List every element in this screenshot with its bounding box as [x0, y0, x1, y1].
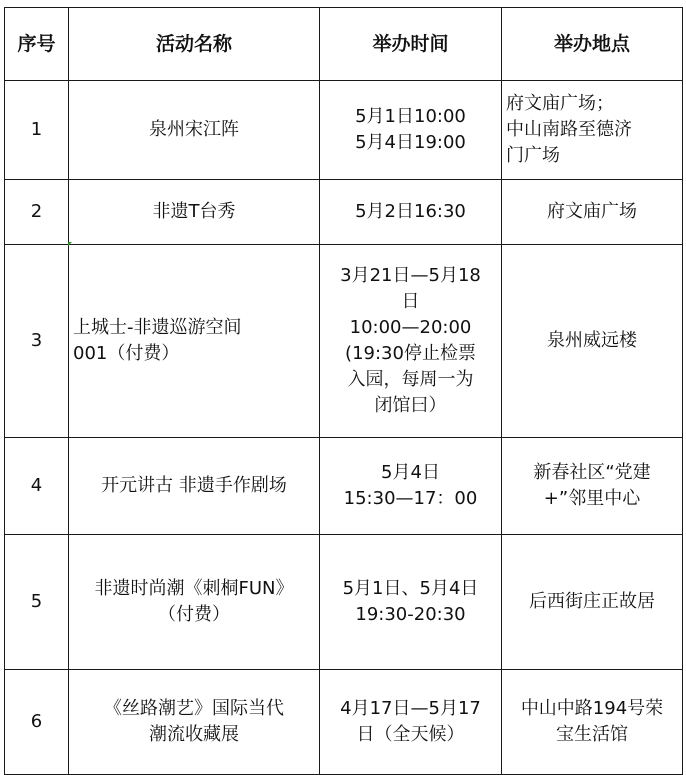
row-number: 5 [5, 535, 69, 670]
table-row [5, 535, 683, 670]
event-time-line: 日 [401, 291, 420, 312]
event-name [69, 670, 320, 775]
event-place [502, 670, 683, 775]
row-number: 1 [5, 81, 69, 180]
event-name-line: 《丝路潮艺》国际当代 [104, 698, 284, 719]
event-place [502, 438, 683, 535]
table-row [5, 180, 683, 245]
event-place-line: 宝生活馆 [556, 724, 628, 745]
event-place-line: 新春社区“党建 [533, 462, 651, 483]
event-time-line: 3月21日—5月18 [340, 265, 481, 286]
table-row [5, 670, 683, 775]
event-time-line: 闭馆曰） [374, 395, 447, 416]
event-time-line: 10:00—20:00 [349, 317, 472, 338]
event-place-line: 府文庙广场 [547, 201, 637, 222]
event-place [502, 245, 683, 438]
event-name-line: 非遗T台秀 [152, 201, 236, 222]
header-time: 举办时间 [320, 8, 502, 81]
table-row [5, 438, 683, 535]
event-place [502, 180, 683, 245]
header-name: 活动名称 [69, 8, 320, 81]
event-time [320, 81, 502, 180]
row-number: 2 [5, 180, 69, 245]
event-place-line: 后西街庄正故居 [529, 591, 655, 612]
event-name-line: 001（付费） [73, 343, 180, 364]
event-schedule-table [4, 7, 683, 775]
event-name-line: 泉州宋江阵 [149, 119, 239, 140]
event-name-line: 开元讲古 非遗手作剧场 [101, 475, 287, 496]
table-row [5, 81, 683, 180]
event-place [502, 81, 683, 180]
event-time-line: 5月4日 [381, 462, 440, 483]
event-time [320, 245, 502, 438]
event-place-line: 府文庙广场； [506, 93, 614, 114]
event-time-line: 5月1日、5月4日 [342, 578, 479, 599]
event-place-line: 中山南路至德济 [506, 119, 632, 140]
event-time-line: 19:30-20:30 [355, 604, 466, 625]
event-place [502, 535, 683, 670]
event-time-line: 15:30—17：00 [343, 488, 478, 509]
event-time-line: 4月17日—5月17 [340, 698, 481, 719]
event-time-line: 5月2日16:30 [355, 201, 466, 222]
event-place-line: 门广场 [506, 145, 560, 166]
row-number: 4 [5, 438, 69, 535]
event-time-line: 5月1日10:00 [355, 106, 466, 127]
event-time-line: 入园，每周一为 [347, 369, 474, 390]
event-time [320, 670, 502, 775]
event-time-line: 5月4日19:00 [355, 132, 466, 153]
event-place-line: 中山中路194号荣 [520, 698, 664, 719]
event-time-line: (19:30停止检票 [345, 343, 476, 364]
event-name [69, 81, 320, 180]
event-place-line: +”邻里中心 [543, 488, 641, 509]
event-name-line: 非遗时尚潮《刺桐FUN》 [94, 578, 294, 599]
event-name [69, 438, 320, 535]
event-name [69, 245, 320, 438]
event-name-line: （付费） [158, 604, 230, 625]
event-place-line: 泉州威远楼 [547, 330, 637, 351]
event-name-line: 上城士-非遗巡游空间 [73, 317, 242, 338]
table-header-row [5, 8, 683, 81]
cell-corner-marker [68, 242, 72, 246]
event-time-line: 日（全天候） [356, 724, 465, 745]
event-name [69, 180, 320, 245]
event-time [320, 438, 502, 535]
event-name [69, 535, 320, 670]
row-number: 3 [5, 245, 69, 438]
event-time [320, 180, 502, 245]
header-no: 序号 [5, 8, 69, 81]
event-time [320, 535, 502, 670]
header-place: 举办地点 [502, 8, 683, 81]
row-number: 6 [5, 670, 69, 775]
event-name-line: 潮流收藏展 [149, 724, 239, 745]
table-row [5, 245, 683, 438]
